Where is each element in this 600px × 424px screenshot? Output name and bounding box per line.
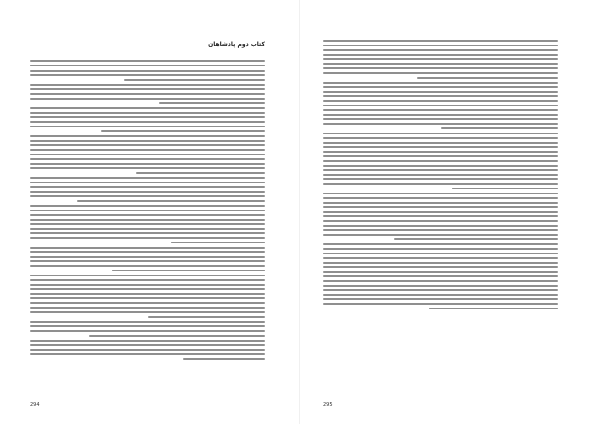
- paragraph: [323, 243, 558, 309]
- paragraph: [30, 205, 265, 244]
- paragraph: [30, 135, 265, 174]
- right-page: [300, 0, 600, 424]
- paragraph: [30, 177, 265, 202]
- paragraph: [30, 60, 265, 66]
- paragraph: [30, 275, 265, 318]
- paragraph: [323, 82, 558, 130]
- paragraph: [30, 70, 265, 81]
- paragraph: [30, 340, 265, 360]
- paragraph: [323, 193, 558, 241]
- paragraph: [30, 247, 265, 272]
- paragraph: [323, 40, 558, 79]
- page-number: 295: [323, 402, 333, 408]
- page-number: 294: [30, 402, 40, 408]
- right-page-text: [323, 40, 558, 400]
- paragraph: [323, 133, 558, 190]
- paragraph: [30, 107, 265, 132]
- left-page-text: [30, 40, 265, 400]
- paragraph: [30, 84, 265, 104]
- chapter-title: کتاب دوم پادشاهان: [208, 41, 265, 48]
- paragraph: [30, 321, 265, 337]
